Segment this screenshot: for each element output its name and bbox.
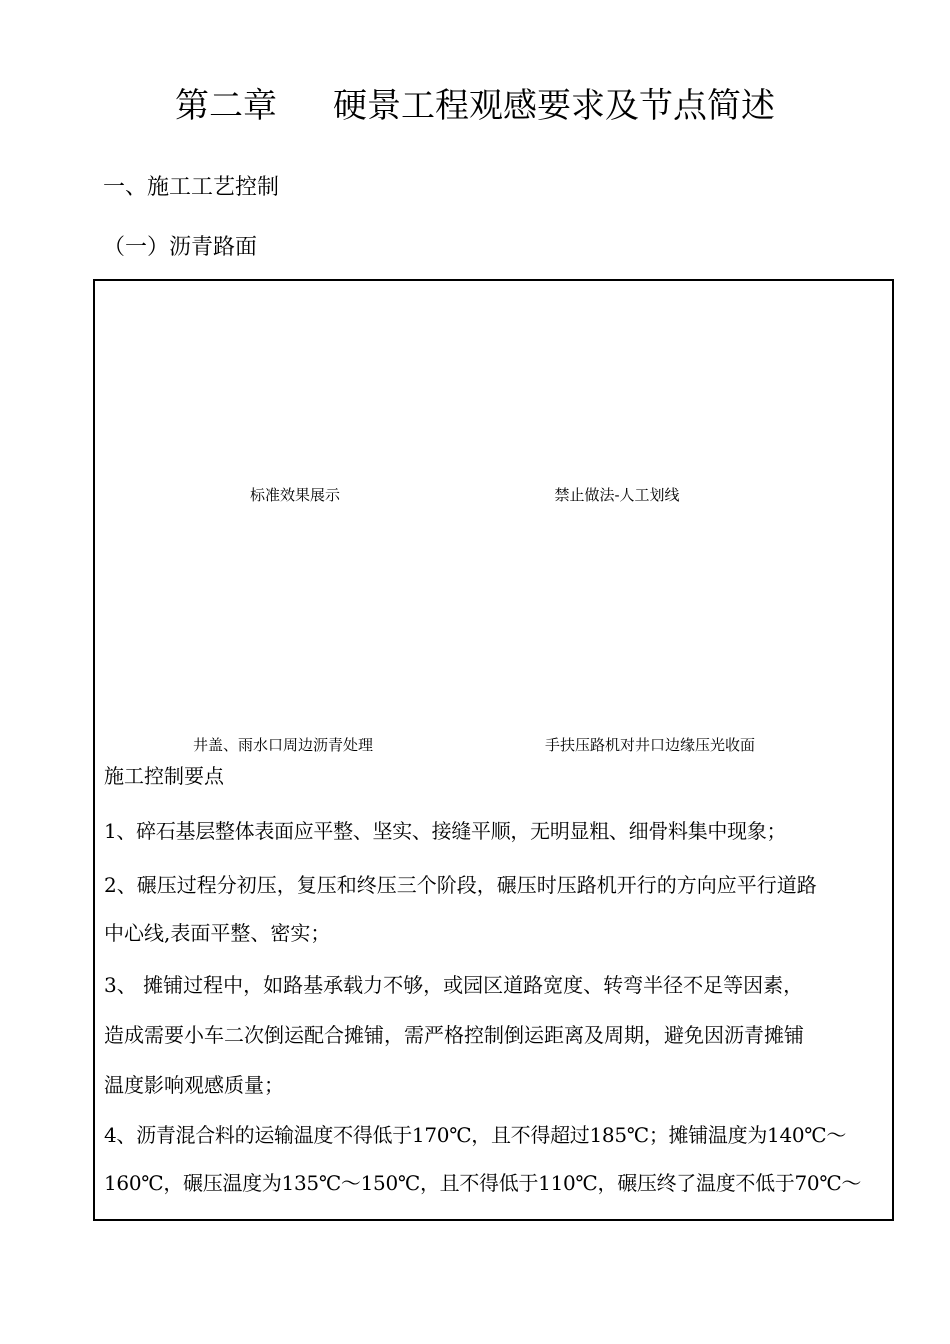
figure-caption-prohibited-practice: 禁止做法-人工划线	[554, 486, 680, 504]
section-heading: 一、施工工艺控制	[103, 175, 280, 200]
control-points-title: 施工控制要点	[104, 764, 224, 788]
figure-caption-roller-finishing: 手扶压路机对井口边缘压光收面	[544, 736, 755, 754]
chapter-title	[0, 84, 950, 128]
control-point-line: 中心线,表面平整、密实；	[104, 921, 331, 945]
content-table-cell	[93, 279, 894, 1221]
control-point-line: 2、碾压过程分初压，复压和终压三个阶段，碾压时压路机开行的方向应平行道路	[104, 873, 817, 897]
chapter-name: 硬景工程观感要求及节点简述	[333, 86, 775, 126]
figure-caption-standard-effect: 标准效果展示	[249, 486, 340, 504]
control-point-line: 160℃，碾压温度为135℃～150℃，且不得低于110℃，碾压终了温度不低于70℃～	[104, 1171, 862, 1195]
chapter-number: 第二章	[175, 86, 277, 126]
control-point-line: 4、沥青混合料的运输温度不得低于170℃，且不得超过185℃；摊铺温度为140℃～	[104, 1123, 847, 1147]
subsection-heading: （一）沥青路面	[103, 235, 258, 260]
control-point-line: 造成需要小车二次倒运配合摊铺，需严格控制倒运距离及周期，避免因沥青摊铺	[104, 1023, 804, 1047]
figure-caption-manhole-treatment: 井盖、雨水口周边沥青处理	[192, 736, 373, 754]
control-point-line: 3、 摊铺过程中，如路基承载力不够，或园区道路宽度、转弯半径不足等因素，	[104, 973, 804, 997]
control-point-line: 温度影响观感质量；	[104, 1073, 284, 1097]
control-point-line: 1、碎石基层整体表面应平整、坚实、接缝平顺，无明显粗、细骨料集中现象；	[104, 819, 787, 843]
